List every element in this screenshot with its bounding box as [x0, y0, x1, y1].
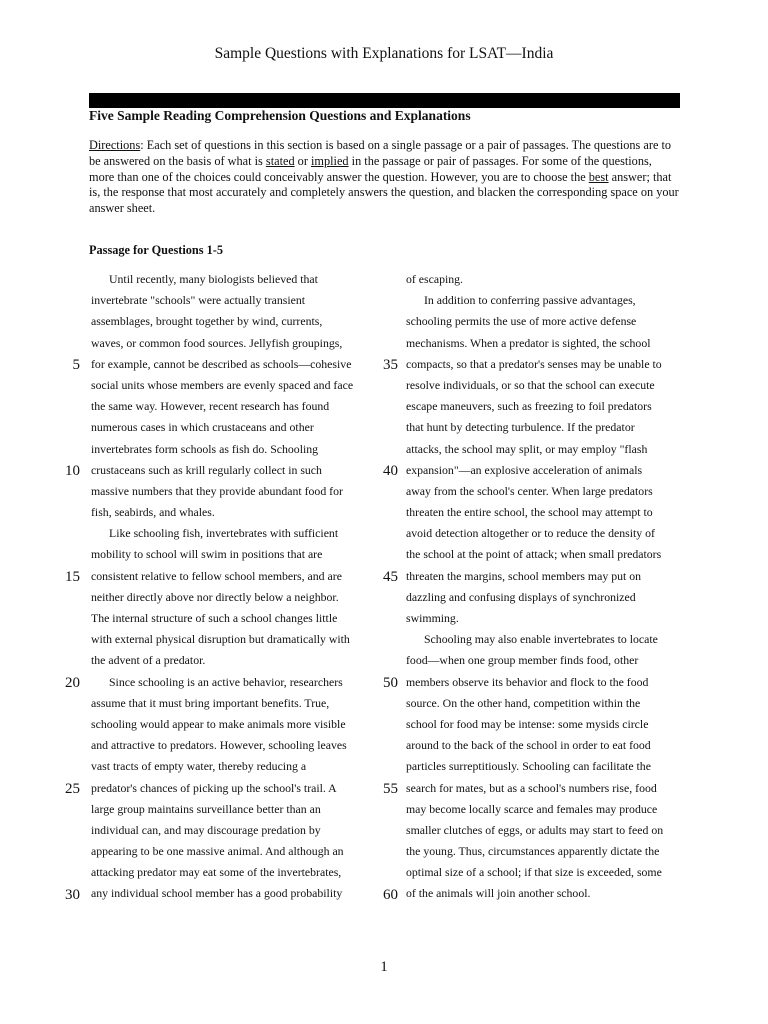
- passage-line: waves, or common food sources. Jellyfish groupings,: [91, 335, 343, 350]
- passage-line: Until recently, many biologists believed that: [109, 272, 318, 286]
- passage-line: numerous cases in which crustaceans and other: [91, 420, 314, 435]
- passage-line: the same way. However, recent research has found: [91, 399, 330, 414]
- directions-implied: implied: [311, 153, 349, 168]
- passage-column-right: [406, 269, 686, 905]
- passage-line: compacts, so that a predator's senses may be unable to: [406, 356, 662, 371]
- passage-line: source. On the other hand, competition within the: [406, 695, 641, 710]
- passage-line: the school at the point of attack; when small predators: [406, 547, 662, 562]
- passage-line: resolve individuals, or so that the school can execute: [406, 377, 655, 392]
- passage-line: invertebrates form schools as fish do. Schooling: [91, 441, 319, 456]
- passage-line: the young. Thus, circumstances apparently dictate the: [406, 844, 660, 859]
- passage-line: schooling would appear to make animals more visible: [91, 716, 346, 731]
- line-number: 55: [383, 780, 398, 797]
- passage-line: school for food may be intense: some mysids circle: [406, 716, 649, 731]
- directions-text-2: or: [294, 153, 311, 168]
- passage-line: that hunt by detecting turbulence. If the predator: [406, 420, 635, 435]
- passage-line: social units whose members are evenly spaced and face: [91, 377, 354, 392]
- passage-line: smaller clutches of eggs, or adults may start to feed on: [406, 822, 664, 837]
- passage-line: mobility to school will swim in positions that are: [91, 547, 323, 562]
- passage-line: may become locally scarce and females may produce: [406, 801, 658, 816]
- passage-line: assume that it must bring important benefits. True,: [91, 695, 330, 710]
- passage-line: with external physical disruption but dramatically with: [91, 632, 350, 647]
- section-title: Five Sample Reading Comprehension Questions and Explanations: [89, 108, 471, 123]
- directions-text-4: answer; that is, the response that most accurately and completely answers the question, and blacken the corresponding space on your answer sheet.: [89, 169, 679, 216]
- passage-line: The internal structure of such a school changes little: [91, 611, 338, 625]
- passage-line: expansion"—an explosive acceleration of animals: [406, 462, 643, 477]
- passage-line: massive numbers that they provide abundant food for: [91, 483, 343, 498]
- passage-line: attacking predator may eat some of the invertebrates,: [91, 865, 342, 880]
- page-number: 1: [380, 959, 388, 975]
- directions-text-3: in the passage or pair of passages. For some of the questions, more than one of the choices could conceivably answer the question. However, you are to choose the: [89, 153, 652, 184]
- directions-text-1: : Each set of questions in this section is based on a single passage or a pair of passages. The questions are to be answered on the basis of what is: [89, 138, 672, 168]
- passage-line: schooling permits the use of more active defense: [406, 314, 637, 329]
- directions-label: Directions: [89, 138, 141, 152]
- passage-line: and attractive to predators. However, schooling leaves: [91, 738, 347, 753]
- line-number: 5: [72, 356, 80, 373]
- passage-line: optimal size of a school; if that size is exceeded, some: [406, 865, 662, 880]
- line-number: 50: [383, 674, 398, 691]
- passage-line: mechanisms. When a predator is sighted, the school: [406, 335, 651, 350]
- passage-line: members observe its behavior and flock to the food: [406, 674, 649, 689]
- passage-line: any individual school member has a good probability: [91, 886, 343, 901]
- passage-line: In addition to conferring passive advantages,: [424, 293, 636, 308]
- directions-paragraph: [89, 138, 680, 217]
- passage-line: threaten the entire school, the school may attempt to: [406, 505, 653, 520]
- passage-line: invertebrate "schools" were actually transient: [91, 293, 306, 308]
- passage-line: of the animals will join another school.: [406, 886, 591, 901]
- line-number: 10: [65, 462, 80, 479]
- section-divider-bar: [89, 93, 680, 108]
- passage-line: appearing to be one massive animal. And although an: [91, 844, 344, 859]
- passage-line: attacks, the school may split, or may employ "flash: [406, 441, 648, 456]
- passage-line: for example, cannot be described as schools—cohesive: [91, 356, 352, 371]
- passage-line: crustaceans such as krill regularly collect in such: [91, 462, 322, 477]
- line-number: 35: [383, 356, 398, 373]
- passage-line: neither directly above nor directly below a neighbor.: [91, 589, 339, 604]
- passage-line: dazzling and confusing displays of synchronized: [406, 589, 636, 604]
- passage-line: particles surreptitiously. Schooling can facilitate the: [406, 759, 651, 774]
- passage-line: threaten the margins, school members may put on: [406, 568, 642, 583]
- passage-line: swimming.: [406, 611, 459, 625]
- passage-line: Schooling may also enable invertebrates to locate: [424, 632, 658, 647]
- line-number: 45: [383, 568, 398, 585]
- passage-line: food—when one group member finds food, other: [406, 653, 639, 668]
- passage-line: Since schooling is an active behavior, researchers: [109, 674, 343, 689]
- passage-line: fish, seabirds, and whales.: [91, 505, 215, 520]
- line-number: 40: [383, 462, 398, 479]
- passage-line: search for mates, but as a school's numbers rise, food: [406, 780, 657, 795]
- line-number: 60: [383, 886, 398, 903]
- passage-line: Like schooling fish, invertebrates with sufficient: [109, 526, 339, 541]
- passage-line: consistent relative to fellow school members, and are: [91, 568, 342, 583]
- passage-line: large group maintains surveillance better than an: [91, 801, 321, 816]
- passage-line: assemblages, brought together by wind, currents,: [91, 314, 323, 329]
- line-number: 15: [65, 568, 80, 585]
- line-number: 30: [65, 886, 80, 903]
- passage-line: escape maneuvers, such as freezing to foil predators: [406, 399, 652, 414]
- page-header: Sample Questions with Explanations for LSAT—India: [214, 45, 554, 62]
- passage-line: around to the back of the school in order to eat food: [406, 738, 651, 753]
- directions-stated: stated: [265, 153, 295, 168]
- passage-line: predator's chances of picking up the school's trail. A: [91, 780, 337, 795]
- line-number: 25: [65, 780, 80, 797]
- passage-line: the advent of a predator.: [91, 653, 206, 668]
- line-number: 20: [65, 674, 80, 691]
- passage-line: avoid detection altogether or to reduce the density of: [406, 526, 655, 541]
- passage-line: individual can, and may discourage predation by: [91, 822, 321, 837]
- passage-line: away from the school's center. When large predators: [406, 483, 653, 498]
- passage-column-left: [91, 269, 361, 905]
- passage-line: of escaping.: [406, 272, 463, 286]
- passage-line: vast tracts of empty water, thereby reducing a: [91, 759, 307, 774]
- directions-best: best: [588, 169, 609, 184]
- passage-title: Passage for Questions 1-5: [89, 243, 224, 257]
